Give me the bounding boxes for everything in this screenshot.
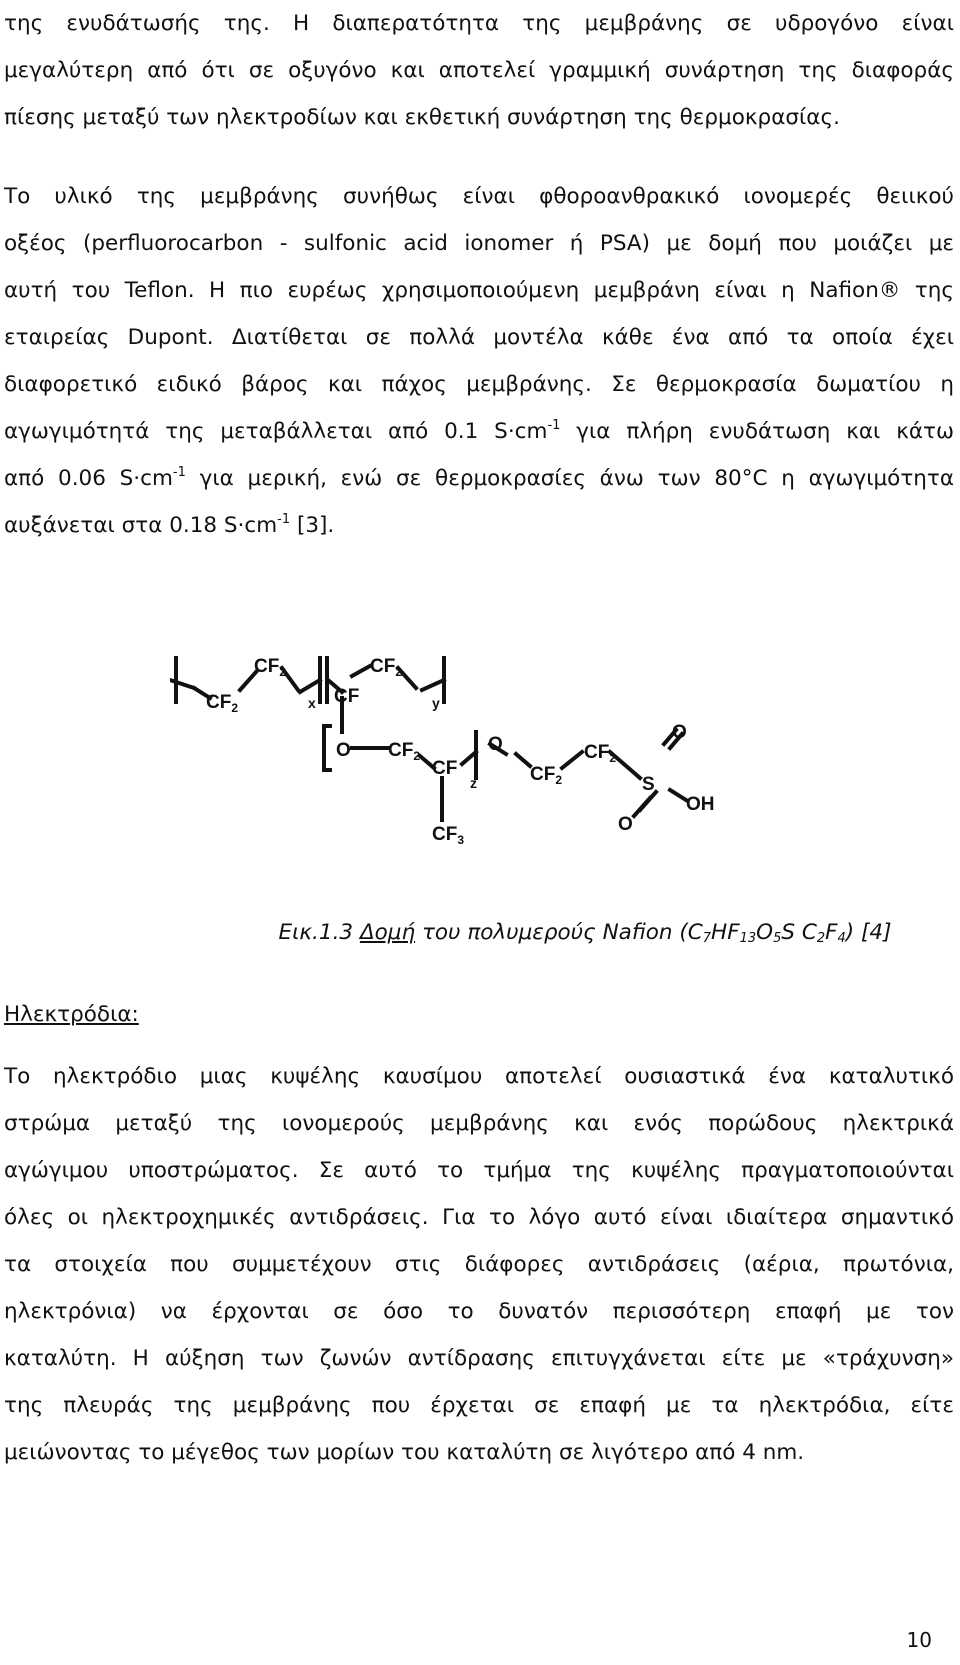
exponent: -1 [547, 418, 561, 433]
exponent: -1 [172, 465, 186, 480]
formula-subscript: 13 [739, 931, 757, 946]
text-line: αγώγιμου υποστρώματος. Σε αυτό το τμήμα της κυψέλης πραγματοποιούνται [4, 1158, 954, 1183]
cf2-label: $CF_2$ [530, 764, 563, 787]
page-number: 10 [906, 1628, 932, 1652]
formula-subscript: 7 [702, 931, 712, 946]
caption-text: του πολυμερούς Nafion (C [415, 920, 703, 945]
formula-part: F [825, 920, 838, 945]
oxygen-label: O [618, 814, 633, 835]
exponent: -1 [277, 512, 291, 527]
text-line: της πλευράς της μεμβράνης που έρχεται σε επαφή με τα ηλεκτρόδια, είτε [4, 1393, 954, 1418]
caption-label: Εικ.1.3 [278, 920, 354, 945]
cf2-label: $CF_2$ [584, 742, 617, 765]
formula-subscript: 2 [816, 931, 826, 946]
cf2-label: $CF_2$ [206, 692, 239, 715]
text-fragment: από 0.06 S·cm [4, 466, 173, 491]
text-fragment: για πλήρη ενυδάτωση και κάτω [560, 419, 954, 444]
oxygen-label: O [488, 734, 503, 755]
text-line: όλες οι ηλεκτροχημικές αντιδράσεις. Για το λόγο αυτό είναι ιδιαίτερα σημαντικό [4, 1205, 954, 1230]
cf2-label: $CF_2$ [254, 656, 287, 679]
atom-labels [206, 656, 715, 847]
text-fragment: αυξάνεται στα 0.18 S·cm [4, 513, 278, 538]
subscript-y: y [432, 695, 440, 711]
text-fragment: για μερική, ενώ σε θερμοκρασίες άνω των 80°C η αγωγιμότητα [185, 466, 955, 491]
text-line: στρώμα μεταξύ της ιονομερούς μεμβράνης και ενός πορώδους ηλεκτρικά [4, 1111, 954, 1136]
cf2-label: $CF_2$ [370, 656, 403, 679]
section-heading: Ηλεκτρόδια: [4, 1002, 139, 1027]
text-line: μεγαλύτερη από ότι σε οξυγόνο και αποτελεί γραμμική συνάρτηση της διαφοράς [4, 58, 954, 83]
text-line: καταλύτη. Η αύξηση των ζωνών αντίδρασης επιτυγχάνεται είτε με «τράχυνση» [4, 1346, 954, 1371]
text-fragment: αγωγιμότητά της μεταβάλλεται από 0.1 S·cm [4, 419, 548, 444]
formula-part: S C [781, 920, 817, 945]
text-line: τα στοιχεία που συμμετέχουν στις διάφορες αντιδράσεις (αέρια, πρωτόνια, [4, 1252, 954, 1277]
formula-subscript: 5 [773, 931, 782, 946]
hydroxyl-label: OH [686, 794, 715, 815]
cf2-label: $CF_2$ [388, 740, 421, 763]
figure-caption [0, 915, 960, 951]
cf-label: CF [334, 686, 360, 707]
subscript-z: z [470, 775, 477, 791]
cf-label: CF [432, 758, 458, 779]
text-line [4, 502, 954, 549]
nafion-structure-figure [170, 640, 730, 870]
formula-subscript: 4 [837, 931, 846, 946]
text-line: εταιρείας Dupont. Διατίθεται σε πολλά μοντέλα κάθε ένα από τα οποία έχει [4, 325, 954, 350]
cf3-label: $CF_3$ [432, 824, 465, 847]
text-line: αυτή του Teflon. Η πιο ευρέως χρησιμοποιούμενη μεμβράνη είναι η Nafion® της [4, 278, 954, 303]
text-line: οξέος (perfluorocarbon - sulfonic acid ionomer ή PSA) με δομή που μοιάζει με [4, 231, 954, 256]
subscript-x: x [308, 695, 316, 711]
text-line: Το ηλεκτρόδιο μιας κυψέλης καυσίμου αποτελεί ουσιαστικά ένα καταλυτικό [4, 1064, 954, 1089]
bond-lines [170, 658, 686, 820]
text-line: ηλεκτρόνια) να έρχονται σε όσο το δυνατόν περισσότερη επαφή με τον [4, 1299, 954, 1324]
formula-part: HF [711, 920, 740, 945]
text-fragment: [3]. [290, 513, 335, 538]
oxygen-label: O [672, 722, 687, 743]
text-line [4, 455, 954, 502]
text-line [4, 408, 954, 455]
text-line: διαφορετικό ειδικό βάρος και πάχος μεμβράνης. Σε θερμοκρασία δωματίου η [4, 372, 954, 397]
caption-underlined-word: Δομή [359, 920, 416, 945]
top-paragraph [4, 0, 954, 141]
text-line: της ενυδάτωσής της. Η διαπερατότητα της μεμβράνης σε υδρογόνο είναι [4, 11, 954, 36]
oxygen-label: O [336, 740, 351, 761]
formula-part: ) [4] [845, 920, 892, 945]
sulfur-label: S [642, 774, 655, 795]
electrode-paragraph [4, 1053, 954, 1476]
membrane-paragraph [4, 173, 954, 549]
text-line: Το υλικό της μεμβράνης συνήθως είναι φθοροανθρακικό ιονομερές θειικού [4, 184, 954, 209]
text-line: μειώνοντας το μέγεθος των μορίων του καταλύτη σε λιγότερο από 4 nm. [4, 1440, 805, 1465]
text-line: πίεσης μεταξύ των ηλεκτροδίων και εκθετική συνάρτηση της θερμοκρασίας. [4, 105, 840, 130]
formula-part: O [756, 920, 774, 945]
